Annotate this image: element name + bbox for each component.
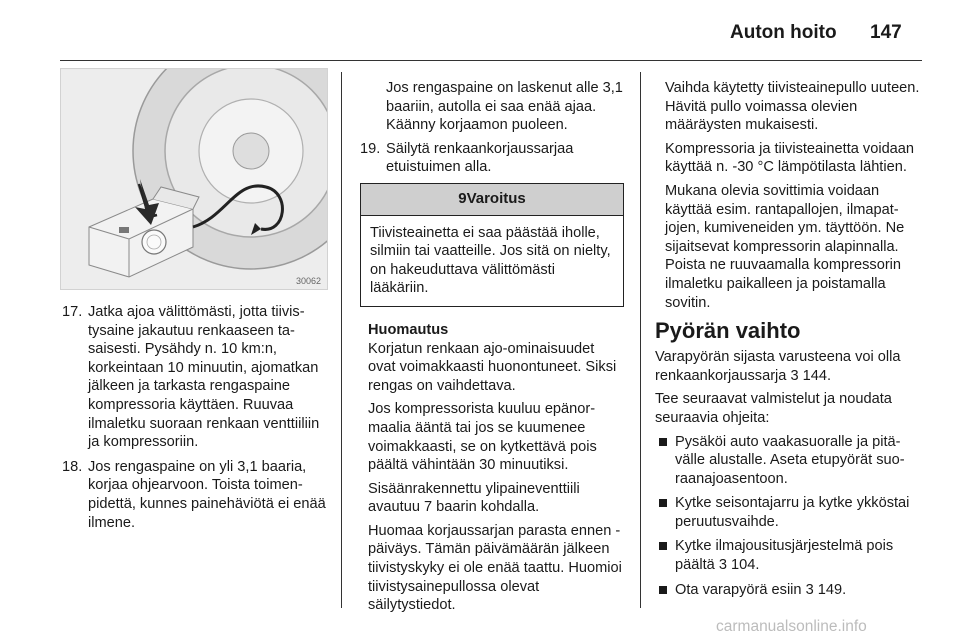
- note-title: Huomautus: [368, 321, 449, 338]
- step-number: 18.: [62, 458, 83, 475]
- warning-header: [361, 184, 623, 216]
- bullet-text: Ota varapyörä esiin 3 149.: [675, 581, 847, 598]
- paragraph: Jos kompressorista kuuluu epänormaalia ääntä tai jos se kuumenee voimakkaasti, se on kytkettävä pois päältä vähintään 30 minuutiksi.: [368, 401, 597, 474]
- column-3: [655, 79, 923, 605]
- bullet-icon: [659, 586, 667, 594]
- paragraph: Huomaa korjaussarjan parasta ennen -päiväys. Tämän päivämäärän jälkeen tiivistyskyky ei ole enää taattu. Huomioi tiivistysainepullossa olevat säilytystiedot.: [368, 522, 622, 614]
- column-divider-2: [640, 72, 641, 608]
- step-19: [360, 140, 624, 177]
- note-text: Korjatun renkaan ajo-ominaisuudet ovat voimakkaasti huonontuneet. Siksi rengas on vaihdettava.: [368, 340, 617, 394]
- column-divider-1: [341, 72, 342, 608]
- header-rule: [60, 60, 922, 61]
- intro-paragraph: Varapyörän sijasta varusteena voi olla renkaankorjaussarja 3 144.: [655, 349, 901, 384]
- bullet-item: [655, 494, 923, 531]
- bullet-text: Kytke seisontajarru ja kytke ykköstai peruutusvaihde.: [675, 495, 910, 530]
- compressor-illustration: [60, 68, 328, 290]
- paragraph: Sisäänrakennettu ylipaineventtiili avautuu 7 baarin kohdalla.: [368, 480, 580, 516]
- warning-box: [360, 183, 624, 307]
- figure-id: 30062: [295, 276, 321, 286]
- section-heading: Pyörän vaihto: [655, 318, 801, 344]
- step-17: [62, 303, 332, 452]
- step-text: Jatka ajoa välittömästi, jotta tiivistysaine jakautuu renkaaseen tasaisesti. Pysähdy n. 10 km:n, korkeintaan 10 minuutin, ajomatkan jälkeen ja tarkasta rengaspaine kompressoria käyttäen. Ruuvaa ilmaletku suoraan renkaan venttiiliin ja kompressoriin.: [88, 304, 320, 451]
- bullet-text: Kytke ilmajousitusjärjestelmä pois päältä 3 104.: [675, 538, 894, 574]
- paragraph: Vaihda käytetty tiivisteainepullo uuteen. Hävitä pullo voimassa olevien määräysten mukaisesti.: [665, 80, 920, 134]
- bullet-text: Pysäköi auto vaakasuoralle ja pitävälle alustalle. Aseta etupyörät suoraanajoasentoon.: [675, 433, 905, 487]
- page-number: 147: [870, 22, 902, 43]
- column-2: [360, 79, 624, 620]
- watermark: carmanualsonline.info: [716, 618, 867, 635]
- bullet-icon: [659, 499, 667, 507]
- step-number: 17.: [62, 304, 83, 320]
- paragraph: Kompressoria ja tiivisteainetta voidaan käyttää n. -30 °C lämpötilasta lähtien.: [665, 140, 915, 176]
- step-text: Jos rengaspaine on yli 3,1 baaria, korjaa ohjearvoon. Toista toimenpidettä, kunnes painehäviötä ei enää ilmene.: [88, 458, 326, 531]
- warning-text: Tiivisteainetta ei saa päästää iholle, silmiin tai vaatteille. Jos sitä on nielty, on hakeuduttava välittömästi lääkäriin.: [370, 224, 611, 297]
- tire-compressor-drawing: [61, 69, 327, 289]
- section-title: Auton hoito: [730, 22, 837, 43]
- bullet-item: [655, 433, 923, 489]
- warning-title: Varoitus: [466, 189, 526, 207]
- paragraph: Mukana olevia sovittimia voidaan käyttää esim. rantapallojen, ilmapatjojen, kumiveneiden ym. täyttöön. Ne sijaitsevat kompressorin alapinnalla. Poista ne ruuvaamalla kompressorin ilmaletku paikalleen ja poistamalla sovitin.: [665, 182, 905, 311]
- step-number: 19.: [360, 140, 381, 157]
- bullet-item: [655, 537, 923, 574]
- intro-paragraph: Tee seuraavat valmistelut ja noudata seuraavia ohjeita:: [655, 391, 892, 426]
- bullet-item: [655, 581, 923, 600]
- bullet-icon: [659, 542, 667, 550]
- step-text: Säilytä renkaankorjaussarjaa etuistuimen alla.: [386, 140, 574, 176]
- step-18: [62, 458, 332, 532]
- warning-icon: 9: [458, 189, 467, 207]
- bullet-icon: [659, 438, 667, 446]
- column-1: [62, 303, 332, 538]
- continued-paragraph: Jos rengaspaine on laskenut alle 3,1 baariin, autolla ei saa enää ajaa. Käänny korjaamon puoleen.: [386, 80, 623, 134]
